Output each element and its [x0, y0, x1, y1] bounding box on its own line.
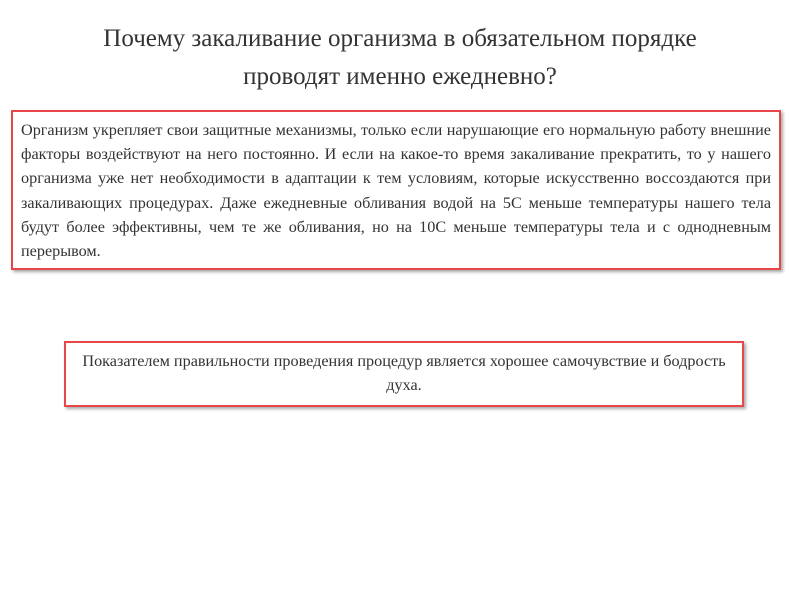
main-text-box: [11, 110, 781, 270]
slide-title-line2: проводят именно ежедневно?: [243, 63, 557, 90]
note-text-box: [64, 341, 744, 407]
note-text: Показателем правильности проведения процедур является хорошее самочувствие и бодрость духа.: [82, 352, 726, 394]
main-text: Организм укрепляет свои защитные механизмы, только если нарушающие его нормальную работу внешние факторы воздействуют на него постоянно. И если на какое-то время закаливание прекратить, то у нашего организма уже нет необходимости в адаптации к тем условиям, которые искусственно воссоздаются при закаливающих процедурах. Даже ежедневные обливания водой на 5С меньше температуры нашего тела будут более эффективны, чем те же обливания, но на 10С меньше температуры тела и с однодневным перерывом.: [21, 121, 771, 261]
slide-title: [20, 20, 780, 96]
slide-title-line1: Почему закаливание организма в обязательном порядке: [103, 25, 697, 52]
